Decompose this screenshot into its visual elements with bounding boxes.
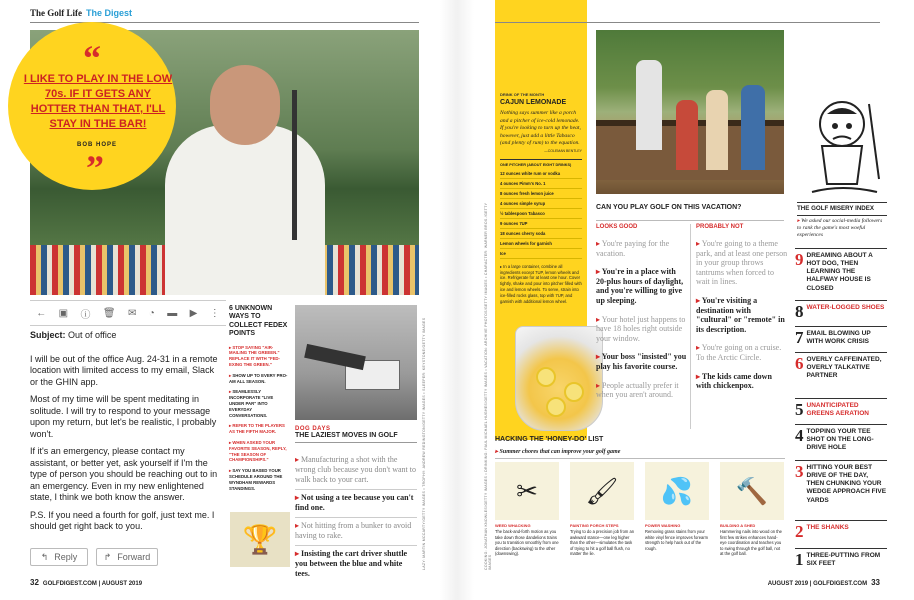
email-paragraph: P.S. If you need a fourth for golf, just text me. I should get right back to you.	[30, 509, 215, 532]
chore-card: 🔨 BUILDING A SHED Hammering nails into wood on the first few strikes enhances hand-eye coordination and teaches you to swing through the golf ball, not at the golf ball.	[720, 462, 784, 557]
open-quote-icon: “	[83, 38, 101, 78]
directions: ▸ In a large container, combine all ingredients except 7UP, lemon wheels and ice. Refrigerate for at least one hour. Cover tightly, shake and pour into pitcher filled with ice and lemon wheels. To serve, strain into ice-filled rocks glass, top with 7UP, and garnish with additional lemon wheel.	[500, 263, 582, 304]
ingredient: 4 ounces simple syrup	[500, 199, 582, 209]
golfer-shirt	[165, 125, 325, 295]
misery-title: THE GOLF MISERY INDEX	[797, 202, 887, 212]
forward-icon: ↱	[103, 551, 112, 562]
fedex-item: ▸ STOP SAYING "AIR-MAILING THE GREEEN." REPLACE IT WITH "FED-EXING THE GREEN."	[229, 344, 280, 367]
honeydo-title: HACKING THE 'HONEY-DO' LIST	[495, 436, 604, 443]
probably-not-list	[696, 236, 788, 397]
hammer-icon: 🔨	[720, 462, 784, 520]
misery-item: 1 THREE-PUTTING FROM SIX FEET	[795, 548, 887, 568]
probably-not-label: PROBABLY NOT	[696, 224, 744, 230]
close-quote-icon: ”	[86, 148, 104, 188]
email-paragraph: If it's an emergency, please contact my assistant, or better yet, ask yourself if I'm the type of person you should be reaching out to in an emergency. Even in my new enlightened state, I think we both know the answer.	[30, 446, 218, 503]
paintbrush-icon: 🖌	[570, 462, 634, 520]
looks-good-item: ▸ Your boss "insisted" you play his favorite course.	[596, 352, 687, 371]
running-head: The Golf Life The Digest	[30, 8, 133, 18]
quote-author: BOB HOPE	[76, 142, 117, 148]
misery-intro: ▸ We asked our social-media followers to rank the game's most woeful experiences	[797, 215, 887, 239]
archive-icon[interactable]: ▣	[58, 307, 69, 319]
looks-good-list	[596, 236, 688, 406]
ingredient: Lemon wheels for garnish	[500, 239, 582, 249]
misery-item: 7 EMAIL BLOWING UP WITH WORK CRISIS	[795, 326, 887, 346]
footer-left: 32 GOLFDIGEST.COM | AUGUST 2019	[30, 578, 143, 587]
chore-card: ✂ WEED WHACKING The back-and-forth motion as you take down those dandelions trains you to transition smoothly from one direction (backswing) to the other (downswing).	[495, 462, 559, 557]
top-rule-right	[495, 22, 880, 23]
misery-item: 6 OVERLY CAFFEINATED, OVERLY TALKATIVE PARTNER	[795, 352, 887, 380]
email-paragraph: I will be out of the office Aug. 24-31 in a remote location with limited access to my email, Slack or the GHIN app.	[30, 353, 218, 387]
probably-not-item: ▸ You're visiting a destination with "cultural" or "remote" in its description.	[696, 295, 785, 334]
looks-good-item: ▸ Your hotel just happens to have 18 holes right outside your window.	[596, 314, 686, 343]
lazy-header: DOG DAYS THE LAZIEST MOVES IN GOLF	[295, 426, 417, 443]
email-body	[30, 330, 222, 539]
fedex-title: 6 UNKNOWN WAYS TO COLLECT FEDEX POINTS	[229, 305, 288, 338]
looks-good-item: ▸ You're paying for the vacation.	[596, 239, 670, 258]
trash-icon[interactable]: 🗑	[102, 307, 116, 319]
fedex-item: ▸ SEAMLESSLY INCORPORATE "LIVE UNDER PAR" INTO EVERYDAY CONVERSATIONS.	[229, 389, 274, 418]
ingredient: 12 ounces white rum or vodka	[500, 169, 582, 179]
folder-icon[interactable]: ▬	[167, 307, 178, 319]
lemonade-pitcher-image	[515, 326, 603, 431]
looks-good-item: ▸ You're in a place with 20-plus hours of daylight, and you're willing to give up sleeping.	[596, 267, 684, 305]
probably-not-item: ▸ You're going on a cruise. To the Arctic Circle.	[696, 343, 782, 362]
lazy-item: ▸ Not using a tee because you can't find one.	[295, 490, 417, 518]
lazy-item: ▸ Manufacturing a shot with the wrong club because you don't want to walk back to your cart.	[295, 452, 417, 490]
photo-credits-right: COOKING: JONATHAN KNOWLES/GETTY IMAGES • DRINKING: PAUL MICHAEL HUGHES/GETTY IMAGES • VACATION: ARCHIVE PHOTOS/GETTY IMAGES • CHARACTER: WARNER BROS./GETTY IMAGES	[484, 202, 492, 570]
ingredient: 9 ounces 7UP	[500, 219, 582, 229]
misery-item: 9 DREAMING ABOUT A HOT DOG, THEN LEARNING THE HALFWAY HOUSE IS CLOSED	[795, 248, 887, 293]
footer-right: AUGUST 2019 | GOLFDIGEST.COM 33	[767, 578, 880, 587]
lazy-item: ▸ Not hitting from a bunker to avoid having to rake.	[295, 518, 417, 546]
ingredient: ½ tablespoon Tabasco	[500, 209, 582, 219]
reply-button[interactable]: ↰ Reply	[30, 548, 88, 566]
fedex-item: ▸ REFER TO THE PLAYERS AS THE FIFTH MAJOR.	[229, 423, 285, 435]
chore-card: 💦 POWER WASHING Removing grass stains from your white vinyl fence improves forearm strength to help hack out of the rough.	[645, 462, 709, 551]
fedex-item: ▸ SAY YOU BASED YOUR SCHEDULE AROUND THE WYNDHAM REWARDS STANDINGS.	[229, 468, 283, 491]
misery-item: 4 TOPPING YOUR TEE SHOT ON THE LONG-DRIVE HOLE	[795, 424, 887, 452]
lazy-item: ▸ Insisting the cart driver shuttle you between the blue and white tees.	[295, 549, 408, 578]
mail-icon[interactable]: ✉	[127, 307, 137, 319]
trophy-icon: 🏆	[230, 512, 290, 567]
grass-trimmer-icon: ✂	[495, 462, 559, 520]
honeydo-subtitle: ▸ Summer chores that can improve your golf game	[495, 449, 621, 455]
email-toolbar	[30, 300, 226, 326]
email-paragraph: Most of my time will be spent meditating in solitude. I will try to respond to your message upon my return, but let's be realistic, I probably won't.	[30, 394, 217, 439]
golfer-head	[210, 65, 280, 145]
chore-card: 🖌 PAINTING PORCH STEPS Trying to do a precision job from an awkward stance—one leg higher than the other—simulates the task of trying to hit a golf ball flush, no matter the lie.	[570, 462, 634, 557]
forward-button[interactable]: ↱ Forward	[96, 548, 158, 566]
looks-good-item: ▸ People actually prefer it when you aren't around.	[596, 380, 679, 400]
probably-not-item: ▸ The kids came down with chickenpox.	[696, 371, 772, 391]
misery-item: 3 HITTING YOUR BEST DRIVE OF THE DAY, THEN CHUNKING YOUR WEDGE APPROACH FIVE YARDS	[795, 462, 887, 504]
quote-text: I LIKE TO PLAY IN THE LOW 70s. IF IT GETS ANY HOTTER THAN THAT, I'LL STAY IN THE BAR!	[23, 73, 173, 130]
label-icon[interactable]: ▶	[189, 307, 198, 319]
sleeping-golfer	[304, 344, 366, 370]
vacation-rule	[596, 220, 784, 221]
fedex-item: ▸ WHEN ASKED YOUR FAVORITE SEASON, REPLY, "THE SEASON OF CHAMPIONSHIPS."	[229, 439, 287, 463]
ingredient: 18 ounces cherry soda	[500, 229, 582, 239]
info-icon[interactable]: ⓘ	[80, 309, 91, 321]
lazy-golfer-photo	[295, 305, 417, 420]
ingredient: Ice	[500, 249, 582, 259]
lemonade-recipe: DRINK OF THE MONTH CAJUN LEMONADE Nothing says summer like a porch and a pitcher of ice-cold lemonade. If you're looking to turn up the heat, however, just add a little Tabasco (and plenty of rum) to the equation. —COLEMAN BENTLEY ONE PITCHER (ABOUT EIGHT DRINKS) 12 ounces white rum or vodka 4 ounces Pimm's No. 1 8 ounces fresh lemon juice 4 ounces simple syrup ½ tablespoon Tabasco 9 ounces 7UP 18 ounces cherry soda Lemon wheels for garnish Ice ▸ In a large container, combine all ingredients except 7UP, lemon wheels and ice. Refrigerate for at least one hour. Cover tightly, shake and pour into pitcher filled with ice and lemon wheels. To serve, strain into ice-filled rocks glass, top with 7UP, and garnish with additional lemon wheel.	[500, 92, 582, 304]
golf-club	[292, 90, 297, 240]
more-icon[interactable]: ⋮	[209, 307, 220, 319]
back-arrow-icon[interactable]: ←	[36, 307, 47, 319]
misery-golfer-illustration	[797, 84, 887, 194]
vacation-photo	[596, 30, 784, 194]
spray-nozzle-icon: 💦	[645, 462, 709, 520]
misery-item: 2 THE SHANKS	[795, 520, 887, 539]
email-subject: Subject: Out of office	[30, 330, 117, 340]
page-gutter	[440, 0, 474, 600]
reply-icon: ↰	[40, 551, 49, 562]
fedex-list	[229, 305, 289, 496]
clock-icon[interactable]: ◔	[148, 307, 155, 319]
ingredient: 4 ounces Pimm's No. 1	[500, 179, 582, 189]
fedex-item: ▸ SHOW UP TO EVERY PRO-AM ALL SEASON.	[229, 372, 288, 384]
vacation-title: CAN YOU PLAY GOLF ON THIS VACATION?	[596, 204, 742, 211]
photo-credits-left: LAZY: MARTIN MCCARTY/GETTY IMAGES • TROPHY: ANDREW REDINGTON/GETTY IMAGES • SLEEPER: KEYSTONE/GETTY IMAGES	[422, 317, 426, 570]
honeydo-rule	[495, 458, 785, 459]
misery-item: 8 WATER-LOGGED SHOES	[795, 300, 887, 319]
looks-good-label: LOOKS GOOD	[596, 224, 638, 230]
lazy-list	[295, 452, 417, 583]
column-divider	[690, 224, 691, 429]
probably-not-item: ▸ You're going to a theme park, and at least one person in your group throws tantrums when forced to wait in lines.	[696, 239, 788, 287]
ingredient: 8 ounces fresh lemon juice	[500, 189, 582, 199]
misery-item: 5 UNANTICIPATED GREENS AERATION	[795, 398, 887, 418]
